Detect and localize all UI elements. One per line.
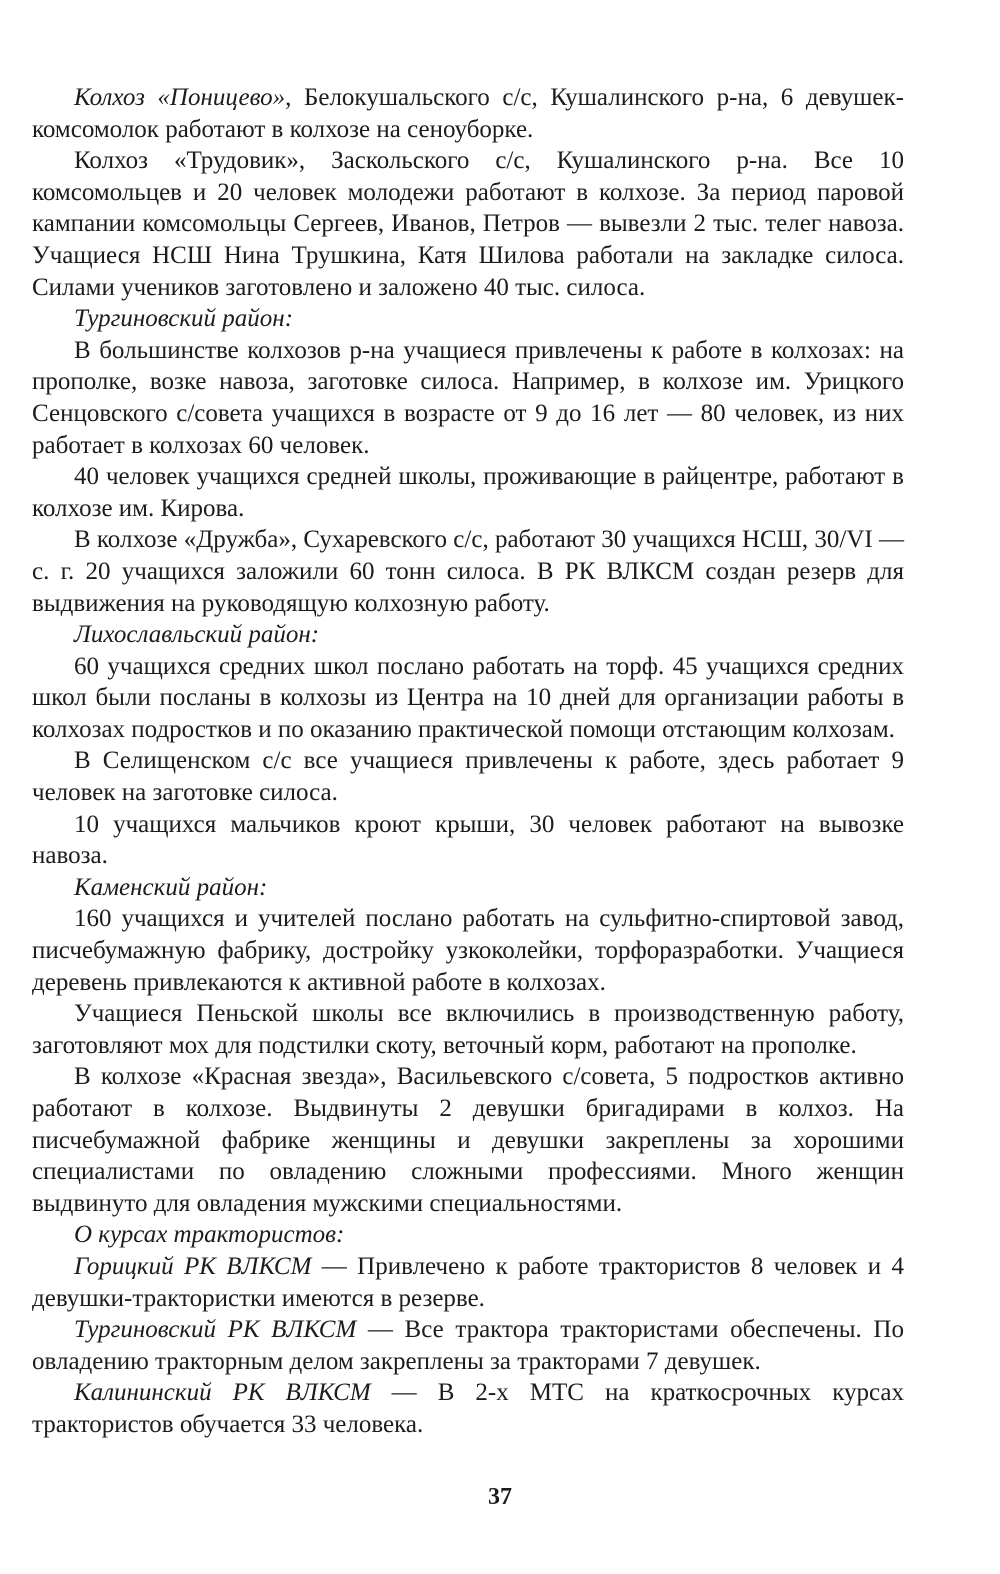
paragraph	[32, 1314, 904, 1377]
paragraph	[32, 82, 904, 145]
paragraph-lead: Колхоз «Поницево»	[74, 84, 286, 111]
paragraph-text: — Все трактора трактористами обеспечены. По овладению тракторным делом закреплены за тракторами 7 девушек.	[32, 1316, 904, 1375]
paragraph-lead: Калининский РК ВЛКСМ	[74, 1379, 371, 1407]
paragraph-lead: Тургиновский РК ВЛКСМ	[74, 1316, 357, 1344]
paragraph	[32, 1251, 904, 1314]
paragraph: Колхоз «Трудовик», Заскольского с/с, Кушалинского р-на. Все 10 комсомольцев и 20 человек молодежи работают в колхозе. За период паровой кампании комсомольцы Сергеев, Иванов, Петров — вывезли 2 тыс. телег навоза. Учащиеся НСШ Нина Трушкина, Катя Шилова работали на закладке силоса. Силами учеников заготовлено и заложено 40 тыс. силоса.	[32, 147, 904, 301]
section-heading: О курсах трактористов:	[74, 1221, 345, 1249]
paragraph: 10 учащихся мальчиков кроют крыши, 30 человек работают на вывозке навоза.	[32, 810, 904, 870]
section-heading: Тургиновский район:	[74, 305, 294, 333]
paragraph-text: , Белокушальского с/с, Кушалинского р-на, 6 девушек-комсомолок работают в колхозе на сеноуборке.	[32, 84, 904, 143]
page-number: 37	[488, 1484, 512, 1510]
paragraph: В колхозе «Дружба», Сухаревского с/с, работают 30 учащихся НСШ, 30/VI — с. г. 20 учащихся заложили 60 тонн силоса. В РК ВЛКСМ создан резерв для выдвижения на руководящую колхозную работу.	[32, 526, 904, 617]
paragraph: 60 учащихся средних школ послано работать на торф. 45 учащихся средних школ были посланы в колхозы из Центра на 10 дней для организации работы в колхозах подростков и по оказанию практической помощи отстающим колхозам.	[32, 652, 904, 743]
section-heading: Каменский район:	[74, 873, 268, 901]
paragraph	[32, 1377, 904, 1440]
paragraph-text: — В 2-х МТС на краткосрочных курсах трактористов обучается 33 человека.	[32, 1379, 904, 1438]
paragraph-text: — Привлечено к работе трактористов 8 человек и 4 девушки-трактористки имеются в резерве.	[32, 1252, 904, 1312]
paragraph: Учащиеся Пеньской школы все включились в производственную работу, заготовляют мох для подстилки скоту, веточный корм, работают на прополке.	[32, 1000, 904, 1059]
paragraph: В колхозе «Красная звезда», Васильевского с/совета, 5 подростков активно работают в колхозе. Выдвинуты 2 девушки бригадирами в колхоз. На писчебумажной фабрике женщины и девушки закреплены за хорошими специалистами по овладению сложными профессиями. Много женщин выдвинуто для овладения мужскими специальностями.	[32, 1063, 904, 1217]
paragraph: 40 человек учащихся средней школы, проживающие в райцентре, работают в колхозе им. Кирова.	[32, 463, 904, 522]
paragraph: В большинстве колхозов р-на учащиеся привлечены к работе в колхозах: на прополке, возке навоза, заготовке силоса. Например, в колхозе им. Урицкого Сенцовского с/совета учащихся в возрасте от 9 до 16 лет — 80 человек, из них работает в колхозах 60 человек.	[32, 336, 904, 459]
paragraph: В Селищенском с/с все учащиеся привлечены к работе, здесь работает 9 человек на заготовке силоса.	[32, 747, 904, 807]
section-heading: Лихославльский район:	[74, 621, 320, 649]
paragraph-lead: Горицкий РК ВЛКСМ	[74, 1252, 312, 1280]
page-text	[32, 82, 904, 1441]
paragraph: 160 учащихся и учителей послано работать на сульфитно-спиртовой завод, писчебумажную фабрику, достройку узкоколейки, торфоразработки. Учащиеся деревень привлекаются к активной работе в колхозах.	[32, 905, 904, 996]
